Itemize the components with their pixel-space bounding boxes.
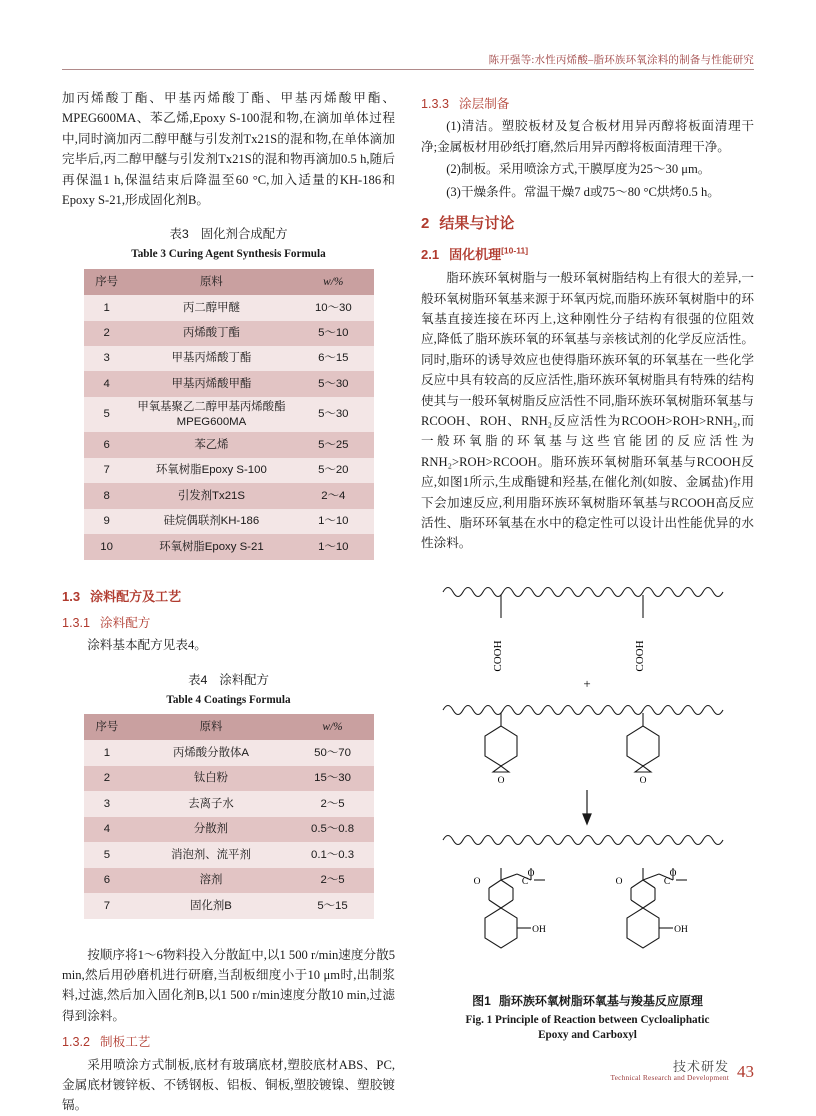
cell-material: 环氧树脂Epoxy S-21 <box>130 534 293 559</box>
heading-1-3-2 <box>62 1032 395 1052</box>
paragraph-1-3-2: 采用喷涂方式制板,底材有玻璃底材,塑胶底材ABS、PC,金属底材镀锌板、不锈钢板、铝板、铜板,塑胶镀镍、塑胶镀镉。 <box>62 1057 395 1113</box>
heading-1-3-1-text: 涂料配方 <box>100 615 151 630</box>
cell-material: 甲氧基聚乙二醇甲基丙烯酸酯 MPEG600MA <box>130 397 293 433</box>
footer-label <box>610 1059 729 1083</box>
cell-weight: 15～30 <box>292 766 374 791</box>
cell-material: 固化剂B <box>130 893 291 918</box>
table-row <box>84 791 374 816</box>
cell-index: 2 <box>84 766 131 791</box>
table-4-title-en: Table 4 Coatings Formula <box>166 693 291 706</box>
cell-weight: 5～15 <box>292 893 374 918</box>
table-4-caption-cn: 涂料配方 <box>219 672 269 687</box>
heading-2-1-text: 固化机理 <box>449 247 502 263</box>
heading-1-3-2-number: 1.3.2 <box>62 1035 91 1050</box>
heading-2-number: 2 <box>421 214 430 232</box>
intro-paragraph: 加丙烯酸丁酯、甲基丙烯酸丁酯、甲基丙烯酸甲酯、MPEG600MA、苯乙烯,Epoxy S-100混和物,在滴加单体过程中,同时滴加丙二醇甲醚与引发剂Tx21S的混和物,在单体滴加完毕后,丙二醇甲醚与引发剂Tx21S的混和物再滴加0.5 h,随后再保温1 h,保温结束后降温至60 °C,加入适量的KH-186和Epoxy S-21,形成固化剂B。 <box>62 91 395 207</box>
label-ester-o-right: O <box>615 876 623 887</box>
heading-1-3 <box>62 586 395 607</box>
footer-label-en: Technical Research and Development <box>610 1073 729 1083</box>
cell-material: 苯乙烯 <box>130 432 293 457</box>
cell-index: 2 <box>84 321 130 346</box>
heading-2-text: 结果与讨论 <box>439 214 515 232</box>
heading-1-3-number: 1.3 <box>62 588 81 604</box>
table-4-header-row <box>84 714 374 740</box>
label-cooh-left: COOH <box>492 640 504 672</box>
cell-weight: 5～10 <box>293 321 373 346</box>
cell-index: 6 <box>84 432 130 457</box>
cell-weight: 5～30 <box>293 397 373 433</box>
cell-weight: 50～70 <box>292 740 374 765</box>
spacer <box>62 570 395 578</box>
heading-1-3-1-number: 1.3.1 <box>62 615 91 630</box>
cell-material: 丙二醇甲醚 <box>130 295 293 320</box>
cell-material: 丙烯酸丁酯 <box>130 321 293 346</box>
table-row <box>84 842 374 867</box>
table-row <box>84 740 374 765</box>
label-carbonyl-o-left: O <box>527 868 535 879</box>
table-3-number: 表3 <box>169 227 189 242</box>
figure-1-scheme <box>421 568 754 868</box>
paragraph-process: 按顺序将1～6物料投入分散缸中,以1 500 r/min速度分散5 min,然后用砂磨机进行研磨,当刮板细度小于10 μm时,出制浆料,过滤,然后加入固化剂B,以1 500 r/min速度分散10 min,过滤得到涂料。 <box>62 947 395 1023</box>
cell-weight: 2～4 <box>293 483 373 508</box>
cell-weight: 0.1～0.3 <box>292 842 374 867</box>
table-3-header-row <box>84 269 374 295</box>
label-carbonyl-c-left: C <box>521 876 529 887</box>
cell-index: 3 <box>84 346 130 371</box>
table-row <box>84 534 374 559</box>
figure-1-products <box>421 866 754 986</box>
cell-weight: 6～15 <box>293 346 373 371</box>
table-row <box>84 371 374 396</box>
cell-index: 5 <box>84 842 131 867</box>
cell-material: 甲基丙烯酸甲酯 <box>130 371 293 396</box>
label-ester-o-left: O <box>473 876 481 887</box>
cell-material: 丙烯酸分散体A <box>130 740 291 765</box>
table-row <box>84 766 374 791</box>
cell-weight: 0.5～0.8 <box>292 817 374 842</box>
label-epoxide-o-right: O <box>639 775 647 786</box>
table-row <box>84 817 374 842</box>
table-3-header-index: 序号 <box>84 269 130 295</box>
table-row <box>84 346 374 371</box>
figure-1-caption-en-line1: Fig. 1 Principle of Reaction between Cycloaliphatic <box>465 1014 710 1027</box>
label-cooh-right: COOH <box>634 640 646 672</box>
cell-weight: 1～10 <box>293 534 373 559</box>
table-3-block <box>62 224 395 559</box>
cell-index: 6 <box>84 868 131 893</box>
table-4-title-cn <box>62 670 395 690</box>
figure-1-number: 图1 <box>472 993 491 1008</box>
left-column <box>62 88 395 1113</box>
cell-weight: 5～25 <box>293 432 373 457</box>
heading-1-3-3 <box>421 94 754 114</box>
figure-1-caption-en-line2: Epoxy and Carboxyl <box>538 1029 637 1042</box>
paragraph-1-3-3-item-3: (3)干燥条件。常温干燥7 d或75～80 °C烘烤0.5 h。 <box>446 184 720 199</box>
cell-index: 1 <box>84 295 130 320</box>
cell-weight: 5～30 <box>293 371 373 396</box>
table-row <box>84 432 374 457</box>
cell-material: 环氧树脂Epoxy S-100 <box>130 458 293 483</box>
table-3-caption-cn: 固化剂合成配方 <box>200 227 288 242</box>
figure-1-caption-cn <box>421 992 754 1011</box>
right-column <box>421 88 754 1047</box>
cell-material: 分散剂 <box>130 817 291 842</box>
cell-index: 4 <box>84 817 131 842</box>
cell-index: 7 <box>84 893 131 918</box>
cell-weight: 2～5 <box>292 791 374 816</box>
table-4-header-weight: w/% <box>292 714 374 740</box>
paragraph-1-3-3-item-2: (2)制板。采用喷涂方式,干膜厚度为25～30 μm。 <box>446 162 711 177</box>
page-number: 43 <box>737 1062 754 1081</box>
table-3 <box>84 269 374 560</box>
label-epoxide-o-left: O <box>497 775 505 786</box>
paragraph-1-3-1: 涂料基本配方见表4。 <box>87 638 207 653</box>
heading-2-1-number: 2.1 <box>421 247 440 263</box>
paragraph-1-3-3-item-1: (1)清洁。塑胶板材及复合板材用异丙醇将板面清理干净;金属板材用砂纸打磨,然后用异丙醇将板面清理干净。 <box>421 119 754 154</box>
table-row <box>84 397 374 433</box>
table-3-title-en: Table 3 Curing Agent Synthesis Formula <box>131 248 326 261</box>
cell-material: 引发剂Tx21S <box>130 483 293 508</box>
cell-material: 消泡剂、流平剂 <box>130 842 291 867</box>
table-4-header-index: 序号 <box>84 714 131 740</box>
spacer <box>62 929 395 945</box>
table-row <box>84 321 374 346</box>
heading-1-3-1 <box>62 613 395 633</box>
cell-index: 10 <box>84 534 130 559</box>
figure-1-caption-cn-text: 脂环族环氧树脂环氧基与羧基反应原理 <box>498 993 703 1008</box>
running-head: 陈开强等:水性丙烯酸–脂环族环氧涂料的制备与性能研究 <box>488 55 754 66</box>
cell-material: 甲基丙烯酸丁酯 <box>130 346 293 371</box>
label-plus: + <box>583 675 591 691</box>
cell-weight: 10～30 <box>293 295 373 320</box>
figure-1 <box>421 568 754 1044</box>
table-4 <box>84 714 374 919</box>
label-carbonyl-o-right: O <box>669 868 677 879</box>
cell-index: 9 <box>84 509 130 534</box>
table-4-header-material: 原料 <box>130 714 291 740</box>
label-oh-right: OH <box>674 924 688 935</box>
heading-1-3-3-number: 1.3.3 <box>421 97 450 111</box>
cell-index: 5 <box>84 397 130 433</box>
heading-2 <box>421 212 754 236</box>
table-3-header-material: 原料 <box>130 269 293 295</box>
cell-material: 溶剂 <box>130 868 291 893</box>
table-row <box>84 295 374 320</box>
table-row <box>84 483 374 508</box>
cell-weight: 5～20 <box>293 458 373 483</box>
paragraph-2-1-body: 脂环族环氧树脂与一般环氧树脂结构上有很大的差异,一般环氧树脂环氧基来源于环氧丙烷,而脂环族环氧树脂中的环氧基直接连接在环丙上,这种刚性分子结构有很强的位阻效应,降低了脂环族环氧的环氧基与亲核试剂的化学反应活性。同时,脂环的诱导效应也使得脂环族环氧的环氧基在一些化学反应中具有较高的反应活性,脂环族环氧树脂具有特殊的结构使其与一般环氧树脂反应活性不同,脂环族环氧树脂环氧基与RCOOH、ROH、RNH₂反应活性为RCOOH>ROH>RNH₂,而一般环氧脂的环氧基与这些官能团的反应活性为RNH₂>ROH>RCOOH。脂环族环氧树脂环氧基与RCOOH反应,如图1所示,生成酯键和羟基,在催化剂(如胺、金属盐)作用下会加速反应,利用脂环族环氧树脂环氧基与RCOOH高反应活性、脂环环氧基在水中的稳定性可以设计出性能优异的水性涂料。 <box>421 271 754 551</box>
page-footer <box>610 1059 754 1083</box>
heading-1-3-3-text: 涂层制备 <box>459 97 510 111</box>
label-oh-left: OH <box>532 924 546 935</box>
cell-index: 4 <box>84 371 130 396</box>
cell-weight: 2～5 <box>292 868 374 893</box>
footer-label-cn: 技术研发 <box>672 1058 729 1074</box>
table-row <box>84 458 374 483</box>
heading-2-1 <box>421 244 754 265</box>
table-3-header-weight: w/% <box>293 269 373 295</box>
table-row <box>84 509 374 534</box>
cell-weight: 1～10 <box>293 509 373 534</box>
cell-index: 8 <box>84 483 130 508</box>
heading-1-3-text: 涂料配方及工艺 <box>90 588 182 604</box>
reference-marker: [10-11] <box>501 245 529 256</box>
cell-index: 7 <box>84 458 130 483</box>
figure-1-caption-en <box>421 1013 754 1043</box>
label-carbonyl-c-right: C <box>663 876 671 887</box>
table-row <box>84 868 374 893</box>
table-4-number: 表4 <box>188 672 208 687</box>
table-row <box>84 893 374 918</box>
cell-material: 硅烷偶联剂KH-186 <box>130 509 293 534</box>
cell-material: 去离子水 <box>130 791 291 816</box>
cell-material: 钛白粉 <box>130 766 291 791</box>
cell-index: 1 <box>84 740 131 765</box>
table-3-title-cn <box>62 224 395 244</box>
heading-1-3-2-text: 制板工艺 <box>100 1035 151 1050</box>
cell-index: 3 <box>84 791 131 816</box>
running-head-rule <box>62 69 754 70</box>
table-4-block <box>62 670 395 919</box>
